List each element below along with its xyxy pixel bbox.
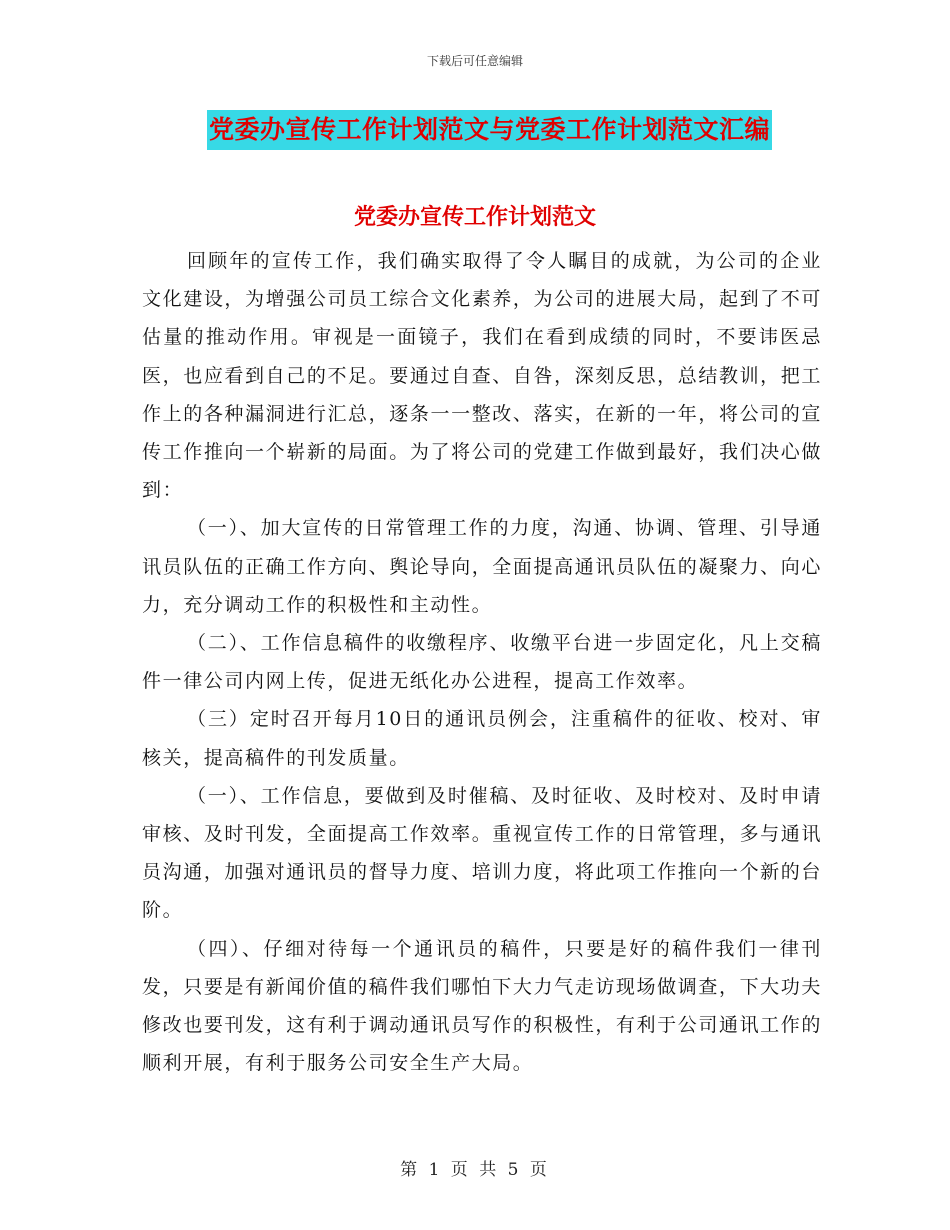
paragraph: （三）定时召开每月10日的通讯员例会，注重稿件的征收、校对、审核关，提高稿件的刊发质量。 xyxy=(142,708,822,769)
header-note: 下载后可任意编辑 xyxy=(426,54,523,68)
paragraph: （一）、工作信息，要做到及时催稿、及时征收、及时校对、及时申请审核、及时刊发，全面提高工作效率。重视宣传工作的日常管理，多与通讯员沟通，加强对通讯员的督导力度、培训力度，将此项工作推向一个新的台阶。 xyxy=(142,784,822,922)
paragraph: 回顾年的宣传工作，我们确实取得了令人瞩目的成就，为公司的企业文化建设，为增强公司员工综合文化素养，为公司的进展大局，起到了不可估量的推动作用。审视是一面镜子，我们在看到成绩的同时，不要讳医忌医，也应看到自己的不足。要通过自查、自咎，深刻反思，总结教训，把工作上的各种漏洞进行汇总，逐条一一整改、落实，在新的一年，将公司的宣传工作推向一个崭新的局面。为了将公司的党建工作做到最好，我们决心做到： xyxy=(142,250,822,502)
section-title: 党委办宣传工作计划范文 xyxy=(353,204,596,230)
document-body xyxy=(142,242,822,1082)
paragraph: （四）、仔细对待每一个通讯员的稿件，只要是好的稿件我们一律刊发，只要是有新闻价值的稿件我们哪怕下大力气走访现场做调查，下大功夫修改也要刊发，这有利于调动通讯员写作的积极性，有利于公司通讯工作的顺利开展，有利于服务公司安全生产大局。 xyxy=(142,937,822,1075)
page-number-footer: 第 1 页 共 5 页 xyxy=(400,1160,550,1180)
paragraph: （二）、工作信息稿件的收缴程序、收缴平台进一步固定化，凡上交稿件一律公司内网上传，促进无纸化办公进程，提高工作效率。 xyxy=(142,632,822,693)
paragraph: （一）、加大宣传的日常管理工作的力度，沟通、协调、管理、引导通讯员队伍的正确工作方向、舆论导向，全面提高通讯员队伍的凝聚力、向心力，充分调动工作的积极性和主动性。 xyxy=(142,517,822,616)
document-title: 党委办宣传工作计划范文与党委工作计划范文汇编 xyxy=(207,110,772,150)
